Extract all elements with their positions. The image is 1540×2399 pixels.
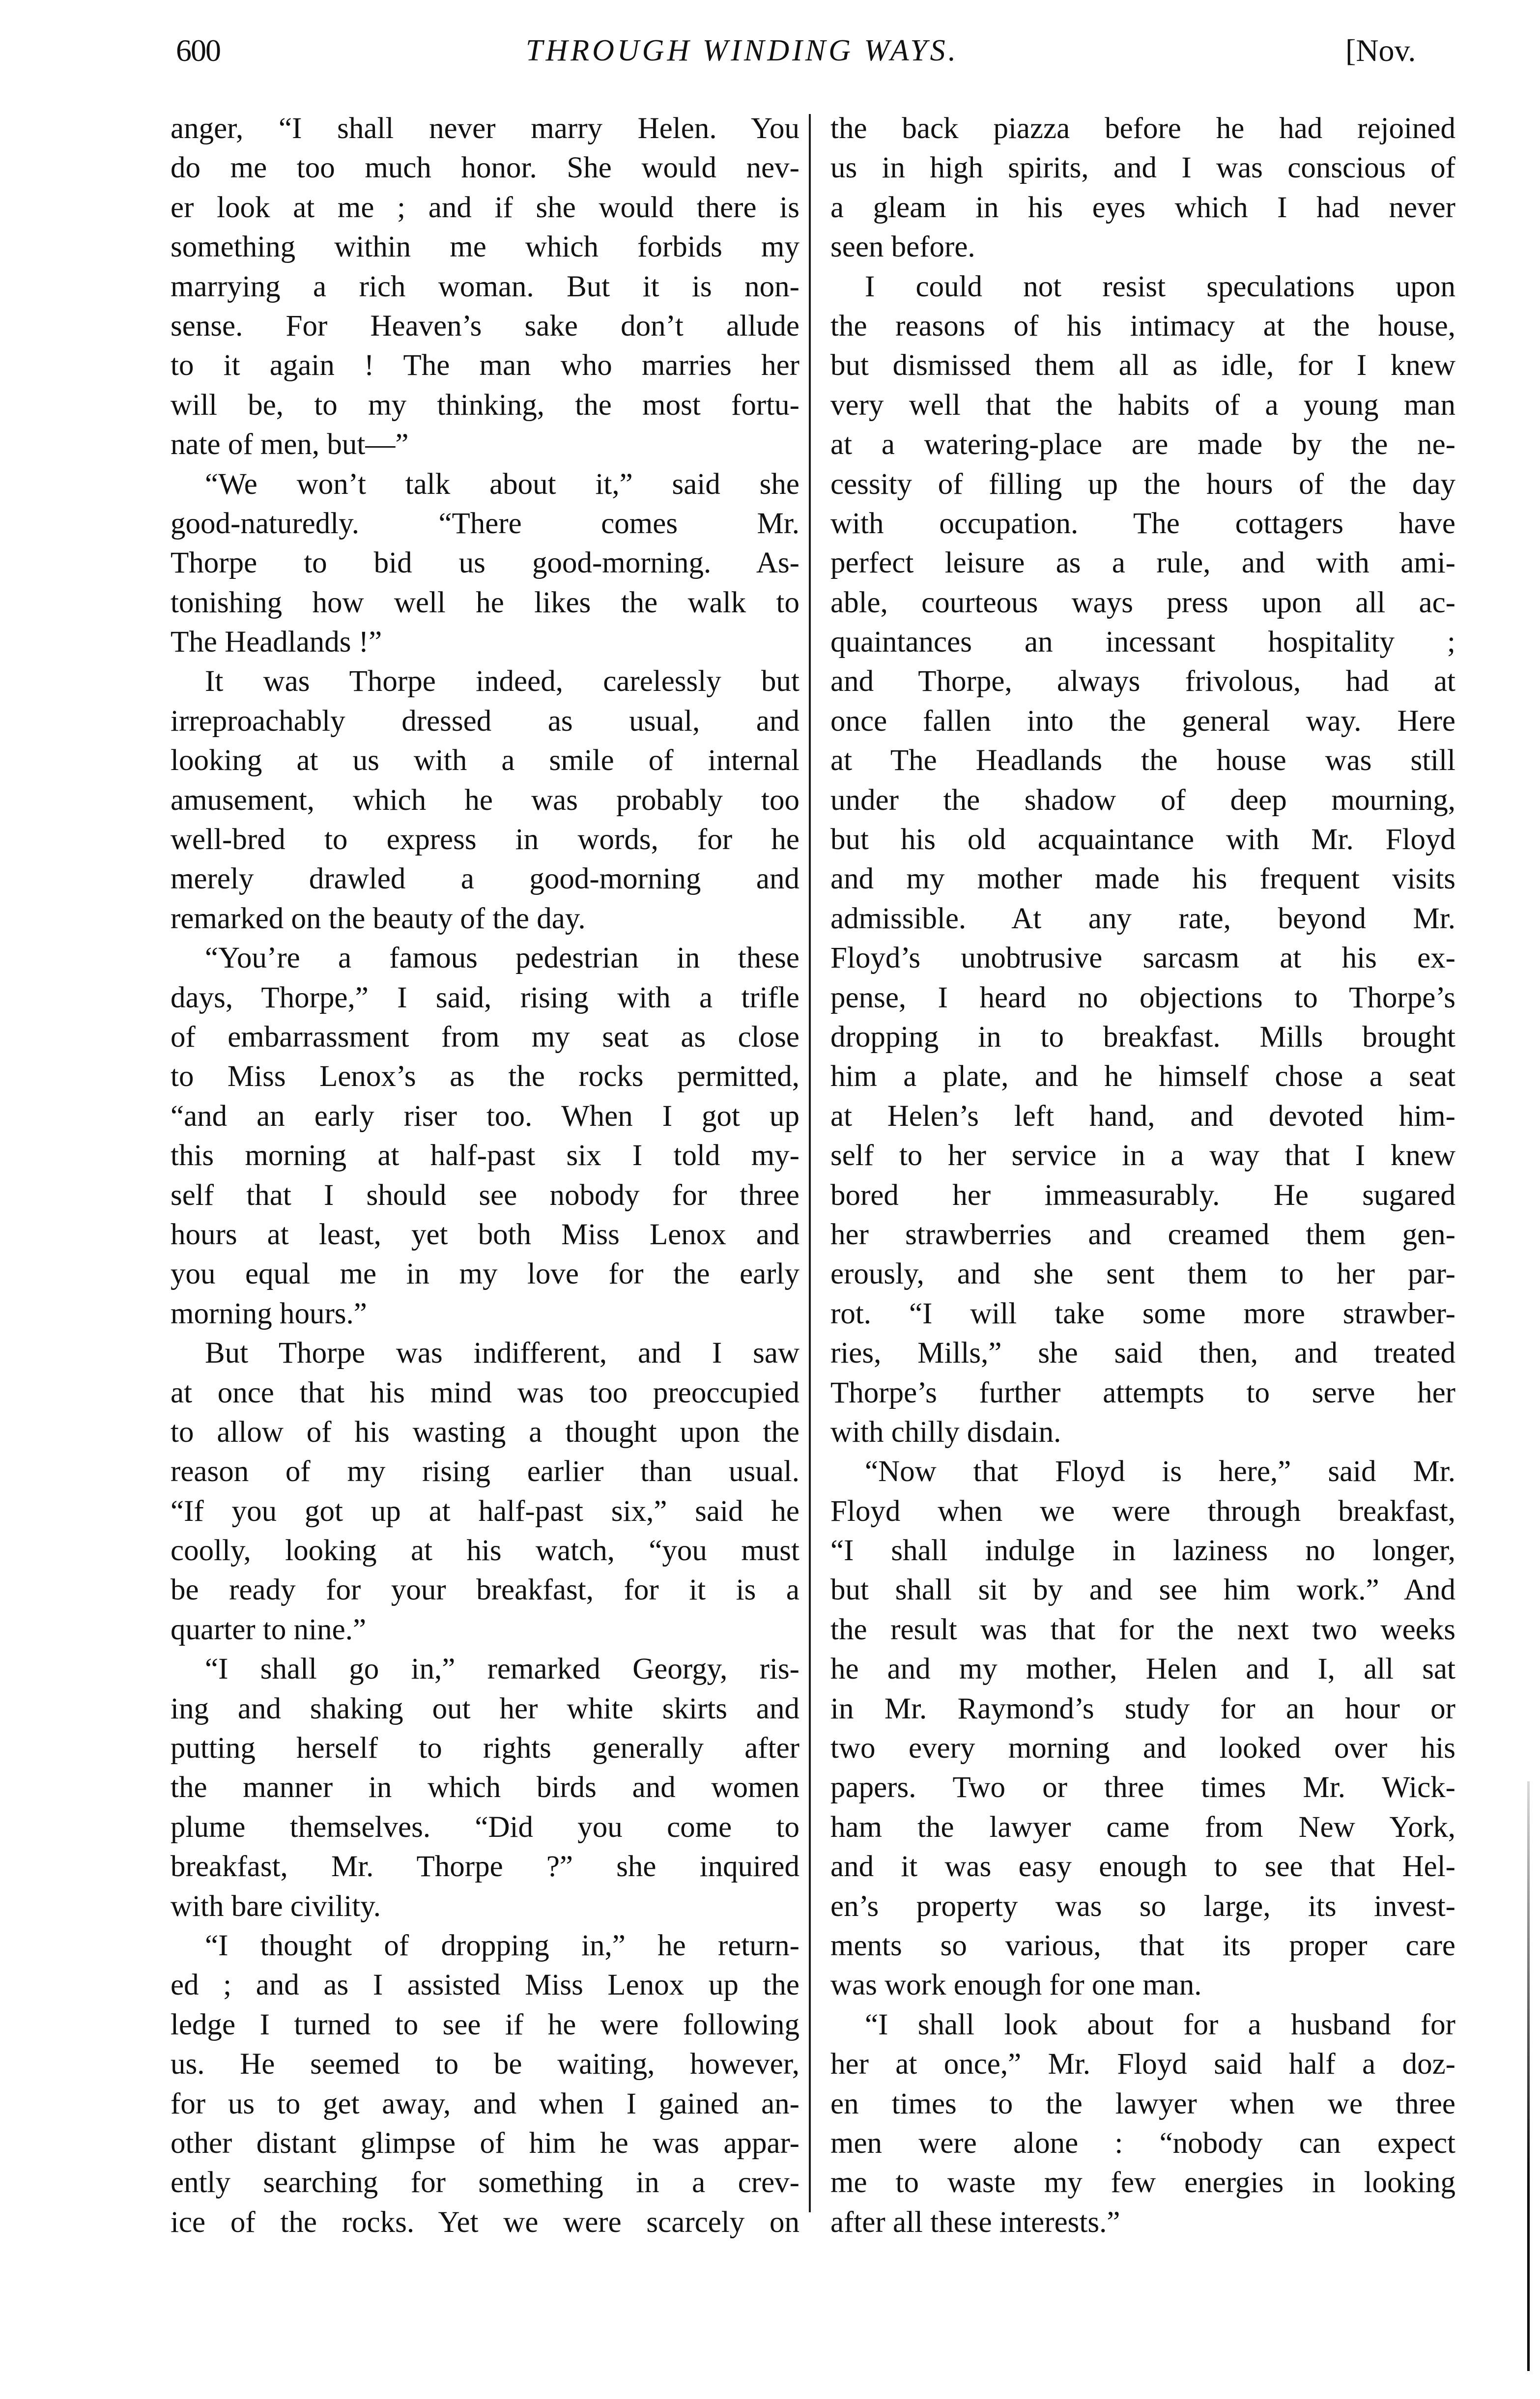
text-line: will be, to my thinking, the most fortu- xyxy=(171,388,799,422)
text-line: us. He seemed to be waiting, however, xyxy=(171,2048,799,2081)
text-line: reason of my rising earlier than usual. xyxy=(171,1455,799,1488)
text-line: the manner in which birds and women xyxy=(171,1771,799,1804)
text-line: her at once,” Mr. Floyd said half a doz- xyxy=(830,2048,1455,2081)
text-line: sense. For Heaven’s sake don’t allude xyxy=(171,309,799,343)
text-line: at The Headlands the house was still xyxy=(830,744,1455,777)
text-line: the reasons of his intimacy at the house, xyxy=(830,309,1455,343)
text-line: ham the lawyer came from New York, xyxy=(830,1810,1455,1844)
text-line: remarked on the beauty of the day. xyxy=(171,902,586,935)
text-line: of embarrassment from my seat as close xyxy=(171,1020,799,1054)
text-line: papers. Two or three times Mr. Wick- xyxy=(830,1771,1455,1804)
text-line: us in high spirits, and I was conscious of xyxy=(830,151,1455,185)
text-line: “I shall look about for a husband for xyxy=(865,2008,1455,2041)
text-line: at Helen’s left hand, and devoted him- xyxy=(830,1099,1455,1133)
page-number: 600 xyxy=(176,33,220,68)
text-line: looking at us with a smile of internal xyxy=(171,744,799,777)
text-line: to Miss Lenox’s as the rocks permitted, xyxy=(171,1060,799,1093)
text-line: you equal me in my love for the early xyxy=(171,1257,799,1291)
text-line: “You’re a famous pedestrian in these xyxy=(205,942,799,975)
text-line: with chilly disdain. xyxy=(830,1415,1061,1449)
text-line: and my mother made his frequent visits xyxy=(830,862,1455,896)
text-line: at a watering-place are made by the ne- xyxy=(830,428,1455,461)
text-line: very well that the habits of a young man xyxy=(830,388,1455,422)
text-line: to it again ! The man who marries her xyxy=(171,349,799,382)
text-line: plume themselves. “Did you come to xyxy=(171,1810,799,1844)
text-line: nate of men, but—” xyxy=(171,428,409,461)
text-line: other distant glimpse of him he was appar- xyxy=(171,2126,799,2160)
text-line: “I thought of dropping in,” he return- xyxy=(205,1929,799,1962)
text-line: putting herself to rights generally after xyxy=(171,1732,799,1765)
text-line: ledge I turned to see if he were following xyxy=(171,2008,799,2041)
running-head xyxy=(0,24,1540,78)
text-line: this morning at half-past six I told my- xyxy=(171,1139,799,1172)
text-line: with bare civility. xyxy=(171,1889,381,1923)
text-line: with occupation. The cottagers have xyxy=(830,507,1455,540)
text-line: me to waste my few energies in looking xyxy=(830,2166,1455,2199)
text-line: Thorpe to bid us good-morning. As- xyxy=(171,546,799,580)
text-line: The Headlands !” xyxy=(171,626,382,659)
scan-edge-mark xyxy=(1527,1781,1530,2371)
text-line: “We won’t talk about it,” said she xyxy=(205,467,799,501)
text-line: self that I should see nobody for three xyxy=(171,1178,799,1212)
text-line: self to her service in a way that I knew xyxy=(830,1139,1455,1172)
text-line: the result was that for the next two weeks xyxy=(830,1613,1455,1646)
text-line: Floyd’s unobtrusive sarcasm at his ex- xyxy=(830,942,1455,975)
text-line: for us to get away, and when I gained an- xyxy=(171,2087,799,2120)
text-line: a gleam in his eyes which I had never xyxy=(830,191,1455,224)
issue-month: [Nov. xyxy=(1345,33,1416,68)
text-line: but shall sit by and see him work.” And xyxy=(830,1573,1455,1607)
text-line: admissible. At any rate, beyond Mr. xyxy=(830,902,1455,935)
text-line: “If you got up at half-past six,” said he xyxy=(171,1494,799,1528)
text-line: But Thorpe was indifferent, and I saw xyxy=(205,1337,799,1370)
text-line: able, courteous ways press upon all ac- xyxy=(830,586,1455,619)
text-line: ments so various, that its proper care xyxy=(830,1929,1455,1962)
text-line: he and my mother, Helen and I, all sat xyxy=(830,1653,1455,1686)
text-line: “Now that Floyd is here,” said Mr. xyxy=(865,1455,1455,1488)
text-line: ently searching for something in a crev- xyxy=(171,2166,799,2199)
text-line: men were alone : “nobody can expect xyxy=(830,2126,1455,2160)
text-line: ice of the rocks. Yet we were scarcely on xyxy=(171,2205,799,2239)
text-line: the back piazza before he had rejoined xyxy=(830,112,1455,145)
text-line: quarter to nine.” xyxy=(171,1613,367,1646)
text-line: coolly, looking at his watch, “you must xyxy=(171,1534,799,1568)
right-text-column xyxy=(830,109,1455,2242)
text-line: do me too much honor. She would nev- xyxy=(171,151,799,185)
left-text-column xyxy=(171,109,799,2242)
text-line: and Thorpe, always frivolous, had at xyxy=(830,665,1455,698)
text-line: and it was easy enough to see that Hel- xyxy=(830,1850,1455,1884)
text-line: “I shall indulge in laziness no longer, xyxy=(830,1534,1455,1568)
text-line: marrying a rich woman. But it is non- xyxy=(171,270,799,303)
text-line: rot. “I will take some more strawber- xyxy=(830,1297,1455,1330)
text-line: at once that his mind was too preoccupied xyxy=(171,1376,799,1409)
text-line: “I shall go in,” remarked Georgy, ris- xyxy=(205,1653,799,1686)
running-title: THROUGH WINDING WAYS. xyxy=(526,34,959,67)
text-line: but dismissed them all as idle, for I knew xyxy=(830,349,1455,382)
text-line: in Mr. Raymond’s study for an hour or xyxy=(830,1692,1455,1725)
text-line: merely drawled a good-morning and xyxy=(171,862,799,896)
text-line: pense, I heard no objections to Thorpe’s xyxy=(830,981,1455,1014)
text-line: dropping in to breakfast. Mills brought xyxy=(830,1020,1455,1054)
text-line: en’s property was so large, its invest- xyxy=(830,1889,1455,1923)
text-line: irreproachably dressed as usual, and xyxy=(171,704,799,738)
text-line: good-naturedly. “There comes Mr. xyxy=(171,507,799,540)
text-line: er look at me ; and if she would there is xyxy=(171,191,799,224)
text-line: under the shadow of deep mourning, xyxy=(830,783,1455,817)
text-line: but his old acquaintance with Mr. Floyd xyxy=(830,823,1455,857)
text-line: “and an early riser too. When I got up xyxy=(171,1099,799,1133)
text-line: after all these interests.” xyxy=(830,2205,1120,2239)
text-line: to allow of his wasting a thought upon the xyxy=(171,1415,799,1449)
text-line: anger, “I shall never marry Helen. You xyxy=(171,112,799,145)
text-line: her strawberries and creamed them gen- xyxy=(830,1218,1455,1251)
text-line: cessity of filling up the hours of the day xyxy=(830,467,1455,501)
text-line: morning hours.” xyxy=(171,1297,367,1330)
text-line: something within me which forbids my xyxy=(171,230,799,264)
text-line: tonishing how well he likes the walk to xyxy=(171,586,799,619)
text-line: well-bred to express in words, for he xyxy=(171,823,799,857)
text-line: bored her immeasurably. He sugared xyxy=(830,1178,1455,1212)
text-line: Thorpe’s further attempts to serve her xyxy=(830,1376,1455,1409)
text-line: two every morning and looked over his xyxy=(830,1732,1455,1765)
text-line: him a plate, and he himself chose a seat xyxy=(830,1060,1455,1093)
text-line: hours at least, yet both Miss Lenox and xyxy=(171,1218,799,1251)
text-line: ing and shaking out her white skirts and xyxy=(171,1692,799,1725)
text-line: breakfast, Mr. Thorpe ?” she inquired xyxy=(171,1850,799,1884)
text-line: erously, and she sent them to her par- xyxy=(830,1257,1455,1291)
text-line: ed ; and as I assisted Miss Lenox up the xyxy=(171,1969,799,2002)
column-divider xyxy=(809,114,811,2212)
text-line: was work enough for one man. xyxy=(830,1969,1202,2002)
text-line: perfect leisure as a rule, and with ami- xyxy=(830,546,1455,580)
text-line: Floyd when we were through breakfast, xyxy=(830,1494,1455,1528)
text-line: It was Thorpe indeed, carelessly but xyxy=(205,665,799,698)
text-line: be ready for your breakfast, for it is a xyxy=(171,1573,799,1607)
text-line: seen before. xyxy=(830,230,975,264)
text-line: I could not resist speculations upon xyxy=(865,270,1455,303)
text-line: once fallen into the general way. Here xyxy=(830,704,1455,738)
text-line: en times to the lawyer when we three xyxy=(830,2087,1455,2120)
text-line: amusement, which he was probably too xyxy=(171,783,799,817)
text-line: days, Thorpe,” I said, rising with a trifle xyxy=(171,981,799,1014)
text-line: ries, Mills,” she said then, and treated xyxy=(830,1337,1455,1370)
text-line: quaintances an incessant hospitality ; xyxy=(830,626,1455,659)
